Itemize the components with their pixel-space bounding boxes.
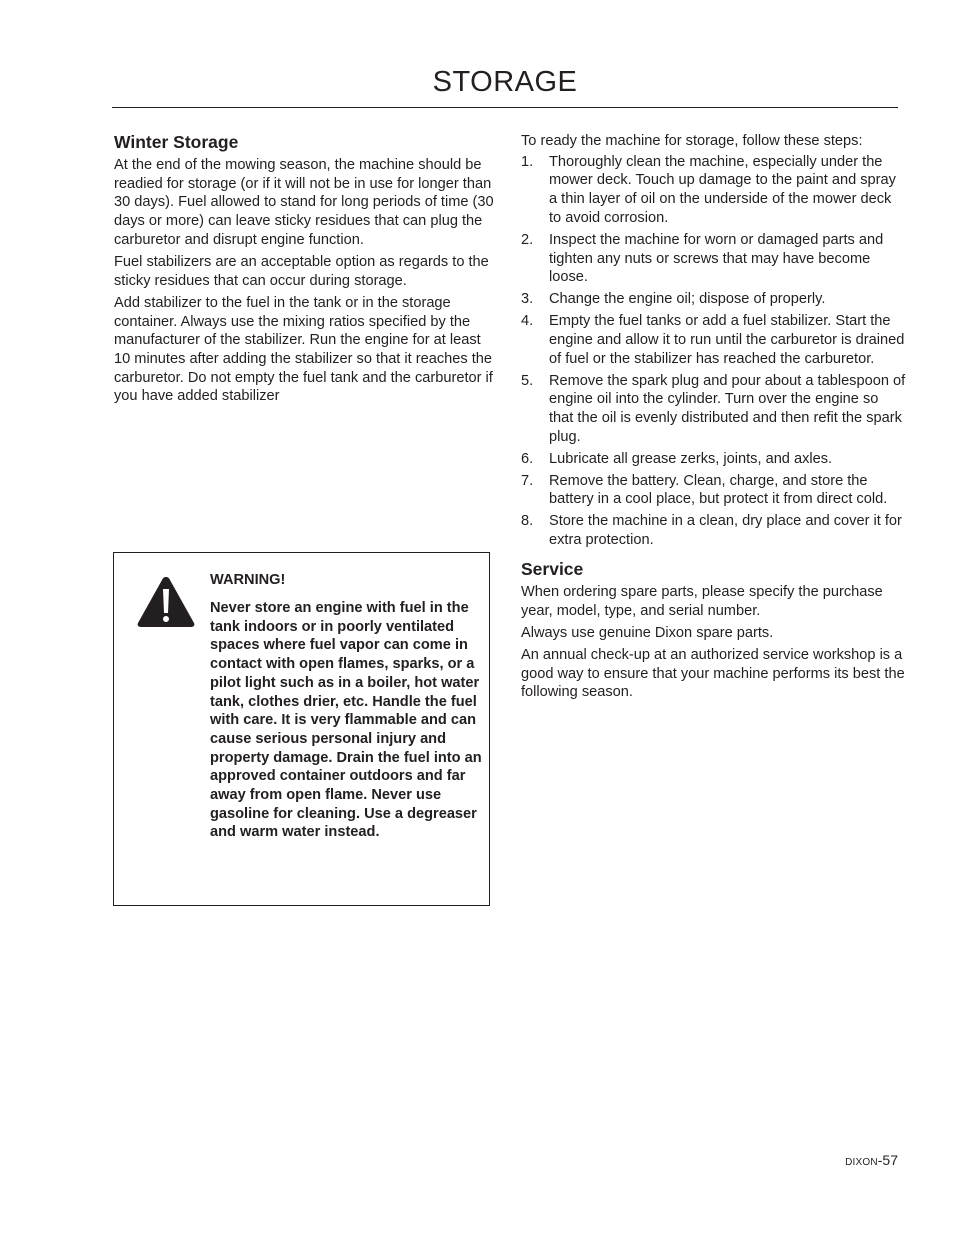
warning-text: Never store an engine with fuel in the tank indoors or in poorly ventilated spaces where fuel vapor can come in contact with open flames, sparks, or a pilot light such as in a boiler, hot water tank, clothes drier, etc. Handle the fuel with care. It is very flammable and can cause serious personal injury and property damage. Drain the fuel into an approved container outdoors and far away from open flame. Never use gasoline for cleaning. Use a degreaser and warm water instead. xyxy=(210,600,482,841)
step-number: 8. xyxy=(521,513,534,530)
footer-number: -57 xyxy=(877,1152,898,1168)
storage-steps-list xyxy=(521,153,906,550)
service-paragraph-2: Always use genuine Dixon spare parts. xyxy=(521,624,774,641)
title-divider xyxy=(112,107,898,108)
warning-triangle-icon xyxy=(136,575,196,629)
list-item xyxy=(521,231,906,287)
step-number: 3. xyxy=(521,291,534,308)
step-text: Thoroughly clean the machine, especially under the mower deck. Touch up damage to the paint and spray a thin layer of oil on the underside of the mower deck to avoid corrosion. xyxy=(549,153,896,226)
winter-storage-heading: Winter Storage xyxy=(114,132,239,152)
step-text: Change the engine oil; dispose of properly. xyxy=(549,291,826,308)
step-text: Empty the fuel tanks or add a fuel stabilizer. Start the engine and allow it to run until the carburetor is drained of fuel or the stabilizer has reached the carburetor. xyxy=(549,313,905,367)
winter-storage-paragraph-2: Fuel stabilizers are an acceptable option as regards to the sticky residues that can occur during storage. xyxy=(114,254,489,289)
step-number: 6. xyxy=(521,450,534,467)
list-item xyxy=(521,512,906,549)
steps-intro: To ready the machine for storage, follow these steps: xyxy=(521,133,863,149)
winter-storage-paragraph-1: At the end of the mowing season, the machine should be readied for storage (or if it will not be in use for longer than 30 days). Fuel allowed to stand for long periods of time (30 days or more) can leave sticky residues that can plug the carburetor and disrupt engine function. xyxy=(114,157,494,248)
step-number: 2. xyxy=(521,231,534,248)
warning-heading: WARNING! xyxy=(210,572,286,588)
service-heading: Service xyxy=(521,558,584,579)
step-text: Inspect the machine for worn or damaged parts and tighten any nuts or screws that may have become loose. xyxy=(549,231,884,286)
right-column xyxy=(521,132,906,706)
step-text: Store the machine in a clean, dry place and cover it for extra protection. xyxy=(549,513,902,549)
service-paragraph-3: An annual check-up at an authorized service workshop is a good way to ensure that your machine performs its best the following season. xyxy=(521,646,905,701)
list-item xyxy=(521,450,906,469)
list-item xyxy=(521,472,906,509)
step-number: 5. xyxy=(521,372,534,389)
page-title: STORAGE xyxy=(432,66,578,98)
list-item xyxy=(521,290,906,309)
winter-storage-paragraph-3: Add stabilizer to the fuel in the tank or in the storage container. Always use the mixing ratios specified by the manufacturer of the stabilizer. Run the engine for at least 10 minutes after adding the stabilizer so that it reaches the carburetor. Do not empty the fuel tank and the carburetor if you have added stabilizer xyxy=(114,294,493,405)
service-paragraph-1: When ordering spare parts, please specify the purchase year, model, type, and serial number. xyxy=(521,583,883,619)
warning-box xyxy=(113,552,490,906)
list-item xyxy=(521,153,906,228)
step-number: 4. xyxy=(521,313,534,330)
list-item xyxy=(521,312,906,368)
step-number: 1. xyxy=(521,153,534,170)
left-column xyxy=(114,132,494,410)
footer-brand: DIXON xyxy=(845,1157,878,1168)
step-text: Lubricate all grease zerks, joints, and axles. xyxy=(549,450,833,467)
page-number xyxy=(845,1152,898,1168)
step-text: Remove the spark plug and pour about a tablespoon of engine oil into the cylinder. Turn over the engine so that the oil is evenly distributed and then refit the spark plug. xyxy=(549,372,906,445)
step-number: 7. xyxy=(521,472,534,489)
step-text: Remove the battery. Clean, charge, and store the battery in a cool place, but protect it from direct cold. xyxy=(549,472,888,508)
list-item xyxy=(521,372,906,447)
